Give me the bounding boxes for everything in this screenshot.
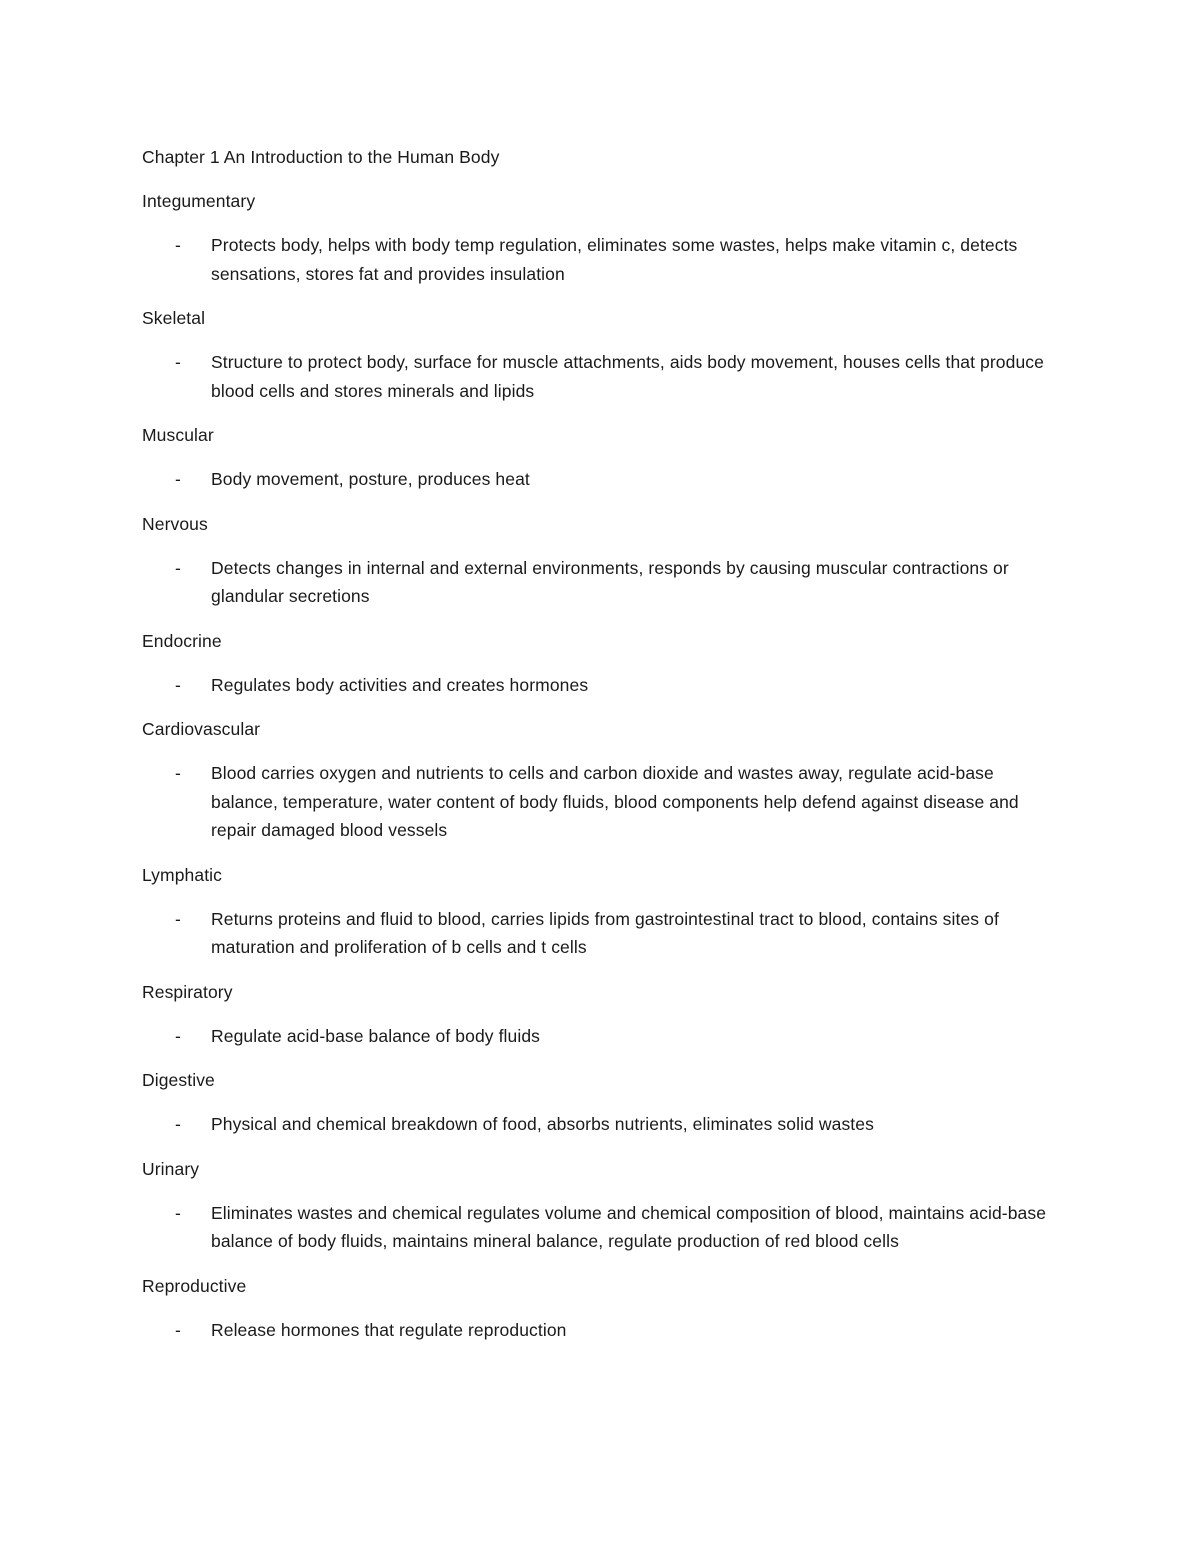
list-item bbox=[142, 905, 1062, 962]
document-title: Chapter 1 An Introduction to the Human Body bbox=[142, 147, 500, 167]
section-muscular bbox=[142, 421, 1062, 494]
list-item-text: Protects body, helps with body temp regulation, eliminates some wastes, helps make vitamin c, detects sensations, stores fat and provides insulation bbox=[211, 235, 1018, 284]
list-item bbox=[142, 1110, 1062, 1139]
bullet-list bbox=[142, 1022, 1062, 1051]
bullet-list bbox=[142, 554, 1062, 611]
dash-bullet-icon: - bbox=[175, 235, 181, 255]
list-item bbox=[142, 1316, 1062, 1345]
list-item bbox=[142, 465, 1062, 494]
dash-bullet-icon: - bbox=[175, 1025, 181, 1046]
dash-bullet-icon: - bbox=[175, 557, 181, 578]
list-item-text: Detects changes in internal and external environments, responds by causing muscular contractions or glandular secretions bbox=[211, 557, 1009, 606]
section-heading: Reproductive bbox=[142, 1275, 247, 1296]
section-heading: Urinary bbox=[142, 1158, 200, 1179]
section-reproductive bbox=[142, 1272, 1062, 1345]
section-heading: Endocrine bbox=[142, 630, 222, 651]
section-urinary bbox=[142, 1155, 1062, 1256]
dash-bullet-icon: - bbox=[175, 674, 181, 695]
bullet-list bbox=[142, 1110, 1062, 1139]
bullet-list bbox=[142, 1199, 1062, 1256]
list-item-text: Eliminates wastes and chemical regulates volume and chemical composition of blood, maintains acid-base balance of body fluids, maintains mineral balance, regulate production of red blood cells bbox=[211, 1202, 1047, 1251]
bullet-list bbox=[142, 231, 1062, 288]
section-heading: Lymphatic bbox=[142, 864, 223, 885]
section-heading: Muscular bbox=[142, 425, 214, 445]
list-item bbox=[142, 348, 1062, 405]
bullet-list bbox=[142, 671, 1062, 700]
dash-bullet-icon: - bbox=[175, 1114, 181, 1134]
list-item bbox=[142, 671, 1062, 700]
list-item-text: Returns proteins and fluid to blood, carries lipids from gastrointestinal tract to blood, contains sites of maturation and proliferation of b cells and t cells bbox=[211, 908, 999, 957]
section-respiratory bbox=[142, 978, 1062, 1051]
section-cardiovascular bbox=[142, 715, 1062, 845]
list-item bbox=[142, 1022, 1062, 1051]
list-item bbox=[142, 1199, 1062, 1256]
list-item bbox=[142, 759, 1062, 845]
list-item-text: Regulates body activities and creates hormones bbox=[211, 674, 589, 695]
dash-bullet-icon: - bbox=[175, 763, 181, 783]
section-heading: Nervous bbox=[142, 513, 208, 534]
section-heading: Respiratory bbox=[142, 981, 233, 1002]
section-integumentary bbox=[142, 187, 1062, 288]
list-item-text: Blood carries oxygen and nutrients to cells and carbon dioxide and wastes away, regulate acid-base balance, temperature, water content of body fluids, blood components help defend against disease and repair damaged blood vessels bbox=[211, 763, 1019, 840]
section-lymphatic bbox=[142, 861, 1062, 962]
list-item-text: Body movement, posture, produces heat bbox=[211, 469, 530, 489]
list-item bbox=[142, 231, 1062, 288]
section-endocrine bbox=[142, 627, 1062, 700]
section-heading: Digestive bbox=[142, 1070, 215, 1090]
section-nervous bbox=[142, 510, 1062, 611]
dash-bullet-icon: - bbox=[175, 1319, 181, 1340]
dash-bullet-icon: - bbox=[175, 908, 181, 929]
list-item-text: Release hormones that regulate reproduction bbox=[211, 1319, 567, 1340]
section-heading: Integumentary bbox=[142, 191, 256, 211]
section-skeletal bbox=[142, 304, 1062, 405]
bullet-list bbox=[142, 348, 1062, 405]
dash-bullet-icon: - bbox=[175, 469, 181, 489]
list-item bbox=[142, 554, 1062, 611]
bullet-list bbox=[142, 1316, 1062, 1345]
list-item-text: Structure to protect body, surface for muscle attachments, aids body movement, houses cells that produce blood cells and stores minerals and lipids bbox=[211, 352, 1044, 401]
section-digestive bbox=[142, 1066, 1062, 1139]
document-body bbox=[142, 143, 1062, 1360]
section-heading: Skeletal bbox=[142, 308, 206, 328]
bullet-list bbox=[142, 465, 1062, 494]
list-item-text: Regulate acid-base balance of body fluids bbox=[211, 1025, 541, 1046]
dash-bullet-icon: - bbox=[175, 1202, 181, 1223]
section-heading: Cardiovascular bbox=[142, 719, 261, 739]
bullet-list bbox=[142, 905, 1062, 962]
list-item-text: Physical and chemical breakdown of food, absorbs nutrients, eliminates solid wastes bbox=[211, 1114, 874, 1134]
bullet-list bbox=[142, 759, 1062, 845]
dash-bullet-icon: - bbox=[175, 352, 181, 372]
